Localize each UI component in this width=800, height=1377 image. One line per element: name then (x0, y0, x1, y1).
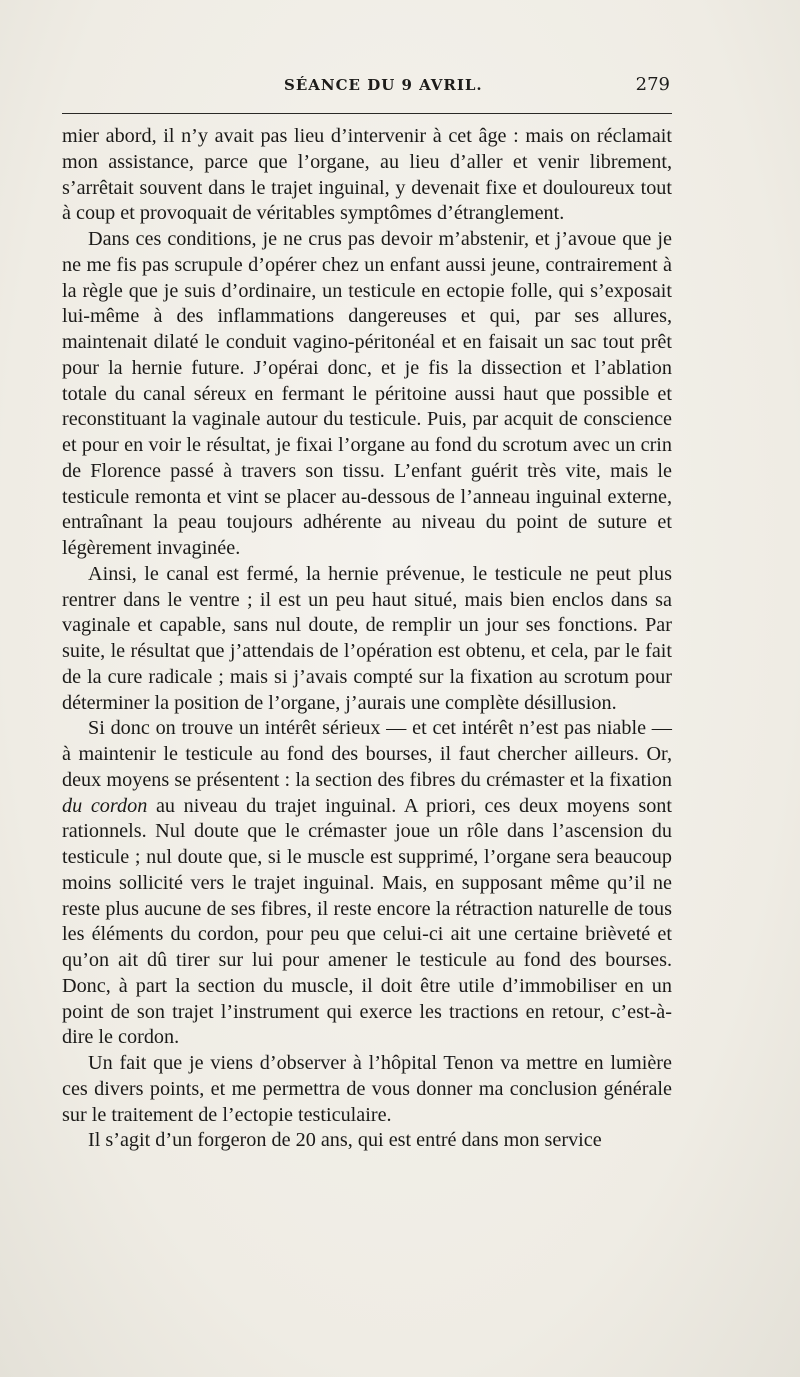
paragraph-2: Dans ces conditions, je ne crus pas devoir m’abstenir, et j’avoue que je ne me fis pas scrupule d’opérer chez un enfant aussi jeune, contrairement à la règle que je suis d’ordinaire, un testicule en ectopie folle, qui s’exposait lui-même à des inflammations dangereuses et qui, par ses allures, maintenait dilaté le conduit vagino-péritonéal et en faisait un sac tout prêt pour la hernie future. J’opérai donc, et je fis la dissection et l’ablation totale du canal séreux en fermant le péritoine aussi haut que possible et reconstituant la vaginale autour du testicule. Puis, par acquit de conscience et pour en voir le résultat, je fixai l’organe au fond du scrotum avec un crin de Florence passé à travers son tissu. L’enfant guérit très vite, mais le testicule remonta et vint se placer au-dessous de l’anneau inguinal externe, entraînant la peau toujours adhérente au niveau du point de suture et légèrement invaginée. (62, 228, 672, 559)
paragraph-4-text-after: au niveau du trajet inguinal. A priori, ces deux moyens sont rationnels. Nul doute que le crémaster joue un rôle dans l’ascension du testicule ; nul doute que, si le muscle est supprimé, l’organe sera beaucoup moins sollicité vers le trajet inguinal. Mais, en supposant même qu’il ne reste plus aucune de ses fibres, il reste encore la rétraction naturelle de tous les éléments du cordon, pour peu que celui-ci ait une certaine brièveté et qu’on ait dû tirer sur lui pour amener le testicule au fond des bourses. Donc, à part la section du muscle, il doit être utile d’immobiliser en un point de son trajet l’instrument qui exerce les tractions en retour, c’est-à-dire le cordon. (62, 794, 672, 1049)
header-rule (62, 113, 672, 114)
body-text (62, 124, 672, 1154)
paragraph-4-text-before: Si donc on trouve un intérêt sérieux — et cet intérêt n’est pas niable — à maintenir le testicule au fond des bourses, il faut chercher ailleurs. Or, deux moyens se présentent : la section des fibres du crémaster et la fixation (62, 717, 672, 791)
paragraph-4 (62, 716, 672, 1051)
italic-du-cordon: du cordon (62, 794, 148, 817)
page-number: 279 (635, 74, 670, 95)
page-header (62, 74, 672, 100)
running-head: SÉANCE DU 9 AVRIL. (284, 76, 483, 94)
paragraph-3: Ainsi, le canal est fermé, la hernie prévenue, le testicule ne peut plus rentrer dans le ventre ; il est un peu haut situé, mais bien enclos dans sa vaginale et capable, sans nul doute, de remplir un jour ses fonctions. Par suite, le résultat que j’attendais de l’opération est obtenu, et cela, par le fait de la cure radicale ; mais si j’avais compté sur la fixation au scrotum pour déterminer la position de l’organe, j’aurais une complète désillusion. (62, 562, 672, 714)
paragraph-5: Un fait que je viens d’observer à l’hôpital Tenon va mettre en lumière ces divers points, et me permettra de vous donner ma conclusion générale sur le traitement de l’ectopie testiculaire. (62, 1052, 672, 1126)
paragraph-1: mier abord, il n’y avait pas lieu d’intervenir à cet âge : mais on réclamait mon assistance, parce que l’organe, au lieu d’aller et venir librement, s’arrêtait souvent dans le trajet inguinal, y devenait fixe et douloureux tout à coup et provoquait de véritables symptômes d’étranglement. (62, 125, 672, 225)
paragraph-6: Il s’agit d’un forgeron de 20 ans, qui est entré dans mon service (88, 1129, 602, 1152)
